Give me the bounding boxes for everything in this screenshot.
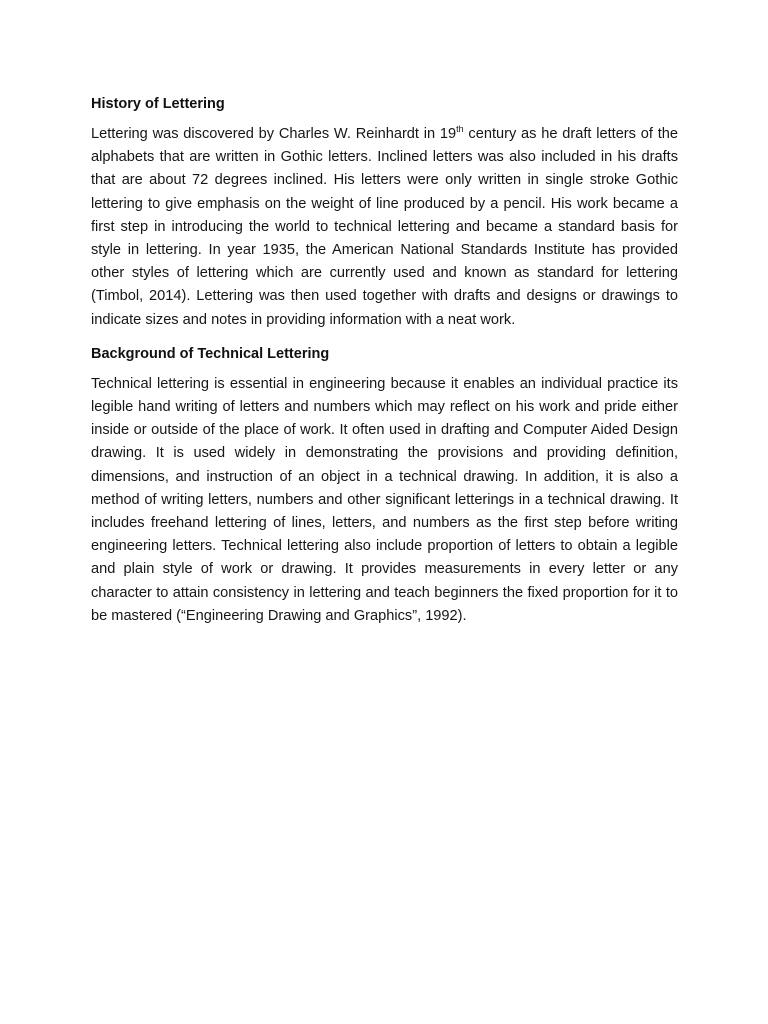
ordinal-suffix: th [456, 124, 464, 135]
history-text-start: Lettering was discovered by Charles W. Reinhardt in 19 [91, 126, 457, 142]
document-body [91, 92, 678, 638]
section-paragraph-history [91, 123, 678, 332]
section-heading-history: History of Lettering [91, 96, 225, 112]
section-heading-background: Background of Technical Lettering [91, 345, 330, 362]
history-text-rest: century as he draft letters of the alphabets that are written in Gothic letters. Inclined letters was also included in his drafts that are about 72 degrees inclined. His letters were only written in single stroke Gothic lettering to give emphasis on the weight of line produced by a pencil. His work became a first step in introducing the world to technical lettering and became a standard basis for style in lettering. In year 1935, the American National Standards Institute has provided other styles of lettering which are currently used and known as standard for lettering (Timbol, 2014). Lettering was then used together with drafts and designs or drawings to indicate sizes and notes in providing information with a neat work. [91, 126, 678, 328]
section-paragraph-background: Technical lettering is essential in engineering because it enables an individual practice its legible hand writing of letters and numbers which may reflect on his work and pride either inside or outside of the place of work. It often used in drafting and Computer Aided Design drawing. It is used widely in demonstrating the provisions and providing definition, dimensions, and instruction of an object in a technical drawing. In addition, it is also a method of writing letters, numbers and other significant letterings in a technical drawing. It includes freehand lettering of lines, letters, and numbers as the first step before writing engineering letters. Technical lettering also include proportion of letters to obtain a legible and plain style of work or drawing. It provides measurements in every letter or any character to attain consistency in lettering and teach beginners the fixed proportion for it to be mastered (“Engineering Drawing and Graphics”, 1992). [91, 375, 678, 624]
